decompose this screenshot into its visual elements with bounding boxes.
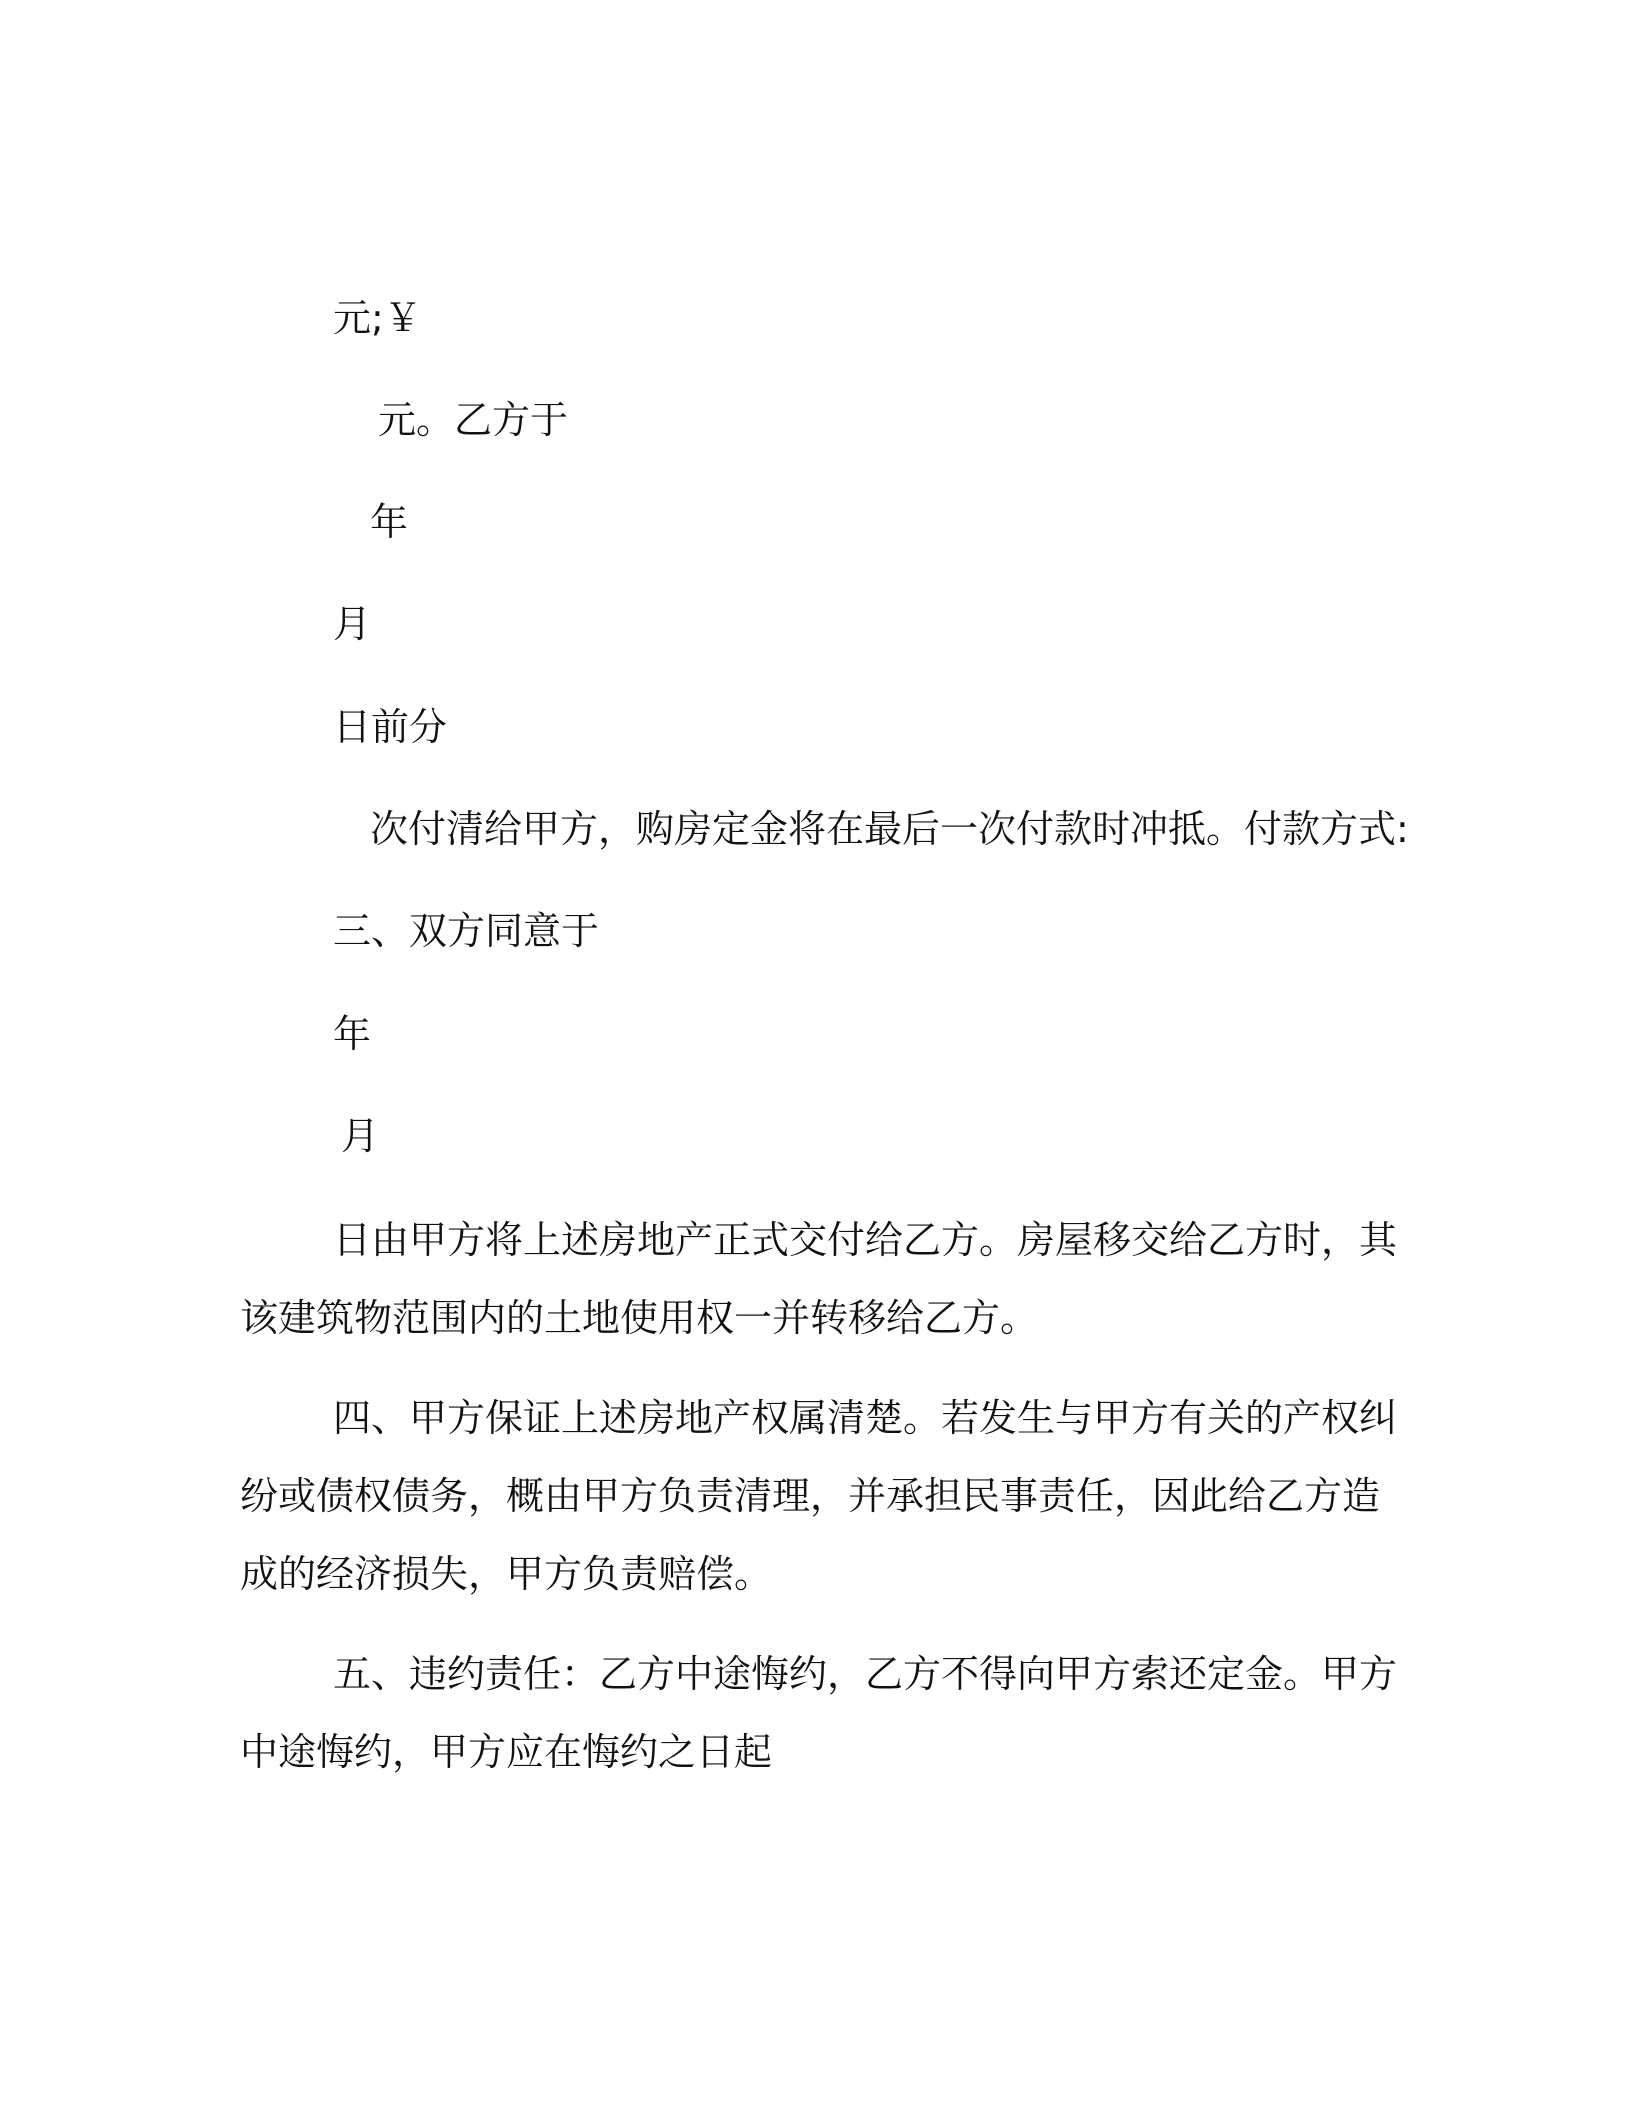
text-line: 年 xyxy=(333,1012,372,1056)
text-line: 三、双方同意于 xyxy=(333,909,600,953)
paragraph-line: 四、甲方保证上述房地产权属清楚。若发生与甲方有关的产权纠 xyxy=(333,1396,1398,1440)
text-line: 次付清给甲方，购房定金将在最后一次付款时冲抵。付款方式: xyxy=(370,807,1409,851)
text-line: 年 xyxy=(370,500,409,544)
text-line: 元。乙方于 xyxy=(378,398,569,442)
paragraph-line: 成的经济损失，甲方负责赔偿。 xyxy=(240,1552,773,1596)
text-line: 日前分 xyxy=(333,705,448,749)
text-line: 月 xyxy=(341,1114,380,1158)
paragraph-line: 五、违约责任：乙方中途悔约，乙方不得向甲方索还定金。甲方 xyxy=(333,1652,1398,1696)
text-line: 元;￥ xyxy=(333,296,422,340)
paragraph-line: 日由甲方将上述房地产正式交付给乙方。房屋移交给乙方时，其 xyxy=(333,1218,1398,1262)
paragraph-line: 该建筑物范围内的土地使用权一并转移给乙方。 xyxy=(240,1296,1039,1340)
text-line: 月 xyxy=(333,602,372,646)
paragraph-line: 中途悔约，甲方应在悔约之日起 xyxy=(240,1730,773,1774)
paragraph-line: 纷或债权债务，概由甲方负责清理，并承担民事责任，因此给乙方造 xyxy=(240,1474,1381,1518)
